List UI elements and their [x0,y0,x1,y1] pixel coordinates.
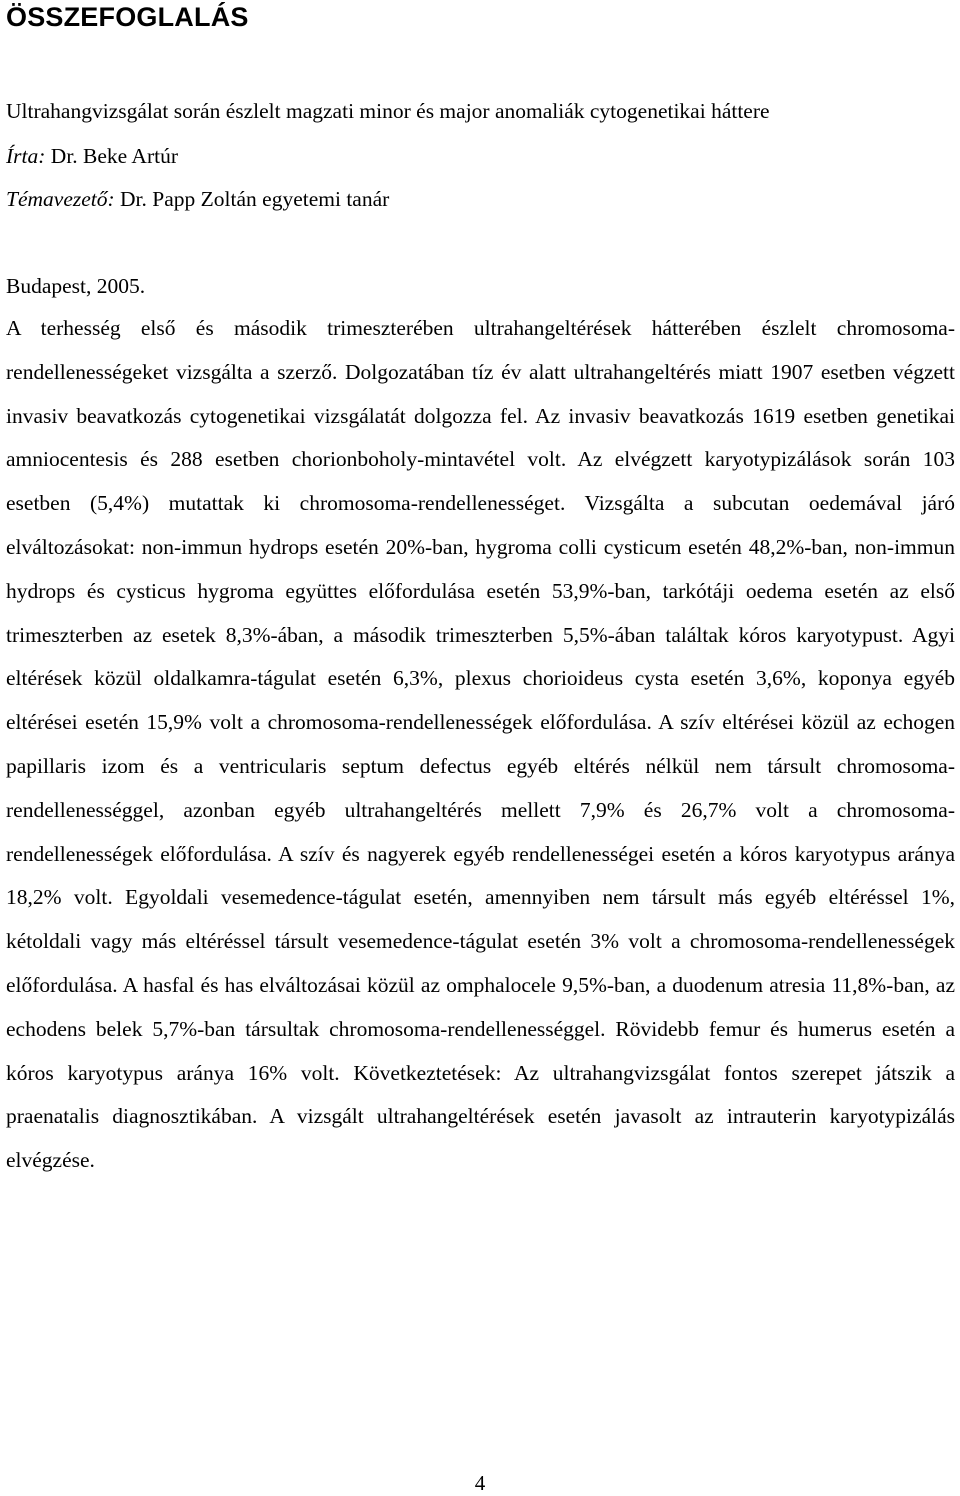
place-date: Budapest, 2005. [6,274,146,298]
supervisor-line [6,186,389,212]
page-number: 4 [474,1471,486,1495]
abstract-text: A terhesség első és második trimeszterében ultrahangeltérések hátterében észlelt chromosoma-rendellenességeket vizsgálta a szerző. Dolgozatában tíz év alatt ultrahangeltérés miatt 1907 esetben végzett invasiv beavatkozás cytogenetikai vizsgálatát dolgozza fel. Az invasiv beavatkozás 1619 esetben genetikai amniocentesis és 288 esetben chorionboholy-mintavétel volt. Az elvégzett karyotypizálások során 103 esetben (5,4%) mutattak ki chromosoma-rendellenességet. Vizsgálta a subcutan oedemával járó elváltozásokat: non-immun hydrops esetén 20%-ban, hygroma colli cysticum esetén 48,2%-ban, non-immun hydrops és cysticus hygroma együttes előfordulása esetén 53,9%-ban, tarkótáji oedema esetén az első trimeszterben az esetek 8,3%-ában, a második trimeszterben 5,5%-ában találtak kóros karyotypust. Agyi eltérések közül oldalkamra-tágulat esetén 6,3%, plexus chorioideus cysta esetén 3,6%, koponya egyéb eltérései esetén 15,9% volt a chromosoma-rendellenességek előfordulása. A szív eltérései közül az echogen papillaris izom és a ventricularis septum defectus egyéb eltérés nélkül nem társult chromosoma-rendellenességgel, azonban egyéb ultrahangeltérés mellett 7,9% és 26,7% volt a chromosoma-rendellenességek előfordulása. A szív és nagyerek egyéb rendellenességei esetén a kóros karyotypus aránya 18,2% volt. Egyoldali vesemedence-tágulat esetén, amennyiben nem társult más egyéb eltéréssel 1%, kétoldali vagy más eltéréssel társult vesemedence-tágulat esetén 3% volt a chromosoma-rendellenességek előfordulása. A hasfal és has elváltozásai közül az omphalocele 9,5%-ban, a duodenum atresia 11,8%-ban, az echodens belek 5,7%-ban társultak chromosoma-rendellenességgel. Rövidebb femur és humerus esetén a kóros karyotypus aránya 16% volt. Következtetések: Az ultrahangvizsgálat fontos szerepet játszik a praenatalis diagnosztikában. A vizsgált ultrahangeltérések esetén javasolt az intrauterin karyotypizálás elvégzése. [6,316,955,1173]
supervisor-name: Dr. Papp Zoltán egyetemi tanár [114,187,390,211]
page-heading: ÖSSZEFOGLALÁS [6,2,249,32]
author-label: Írta: [6,144,46,168]
thesis-title: Ultrahangvizsgálat során észlelt magzati minor és major anomaliák cytogenetikai háttere [6,99,770,123]
supervisor-label: Témavezető: [6,187,115,211]
author-line [6,143,178,169]
author-name: Dr. Beke Artúr [45,144,178,168]
